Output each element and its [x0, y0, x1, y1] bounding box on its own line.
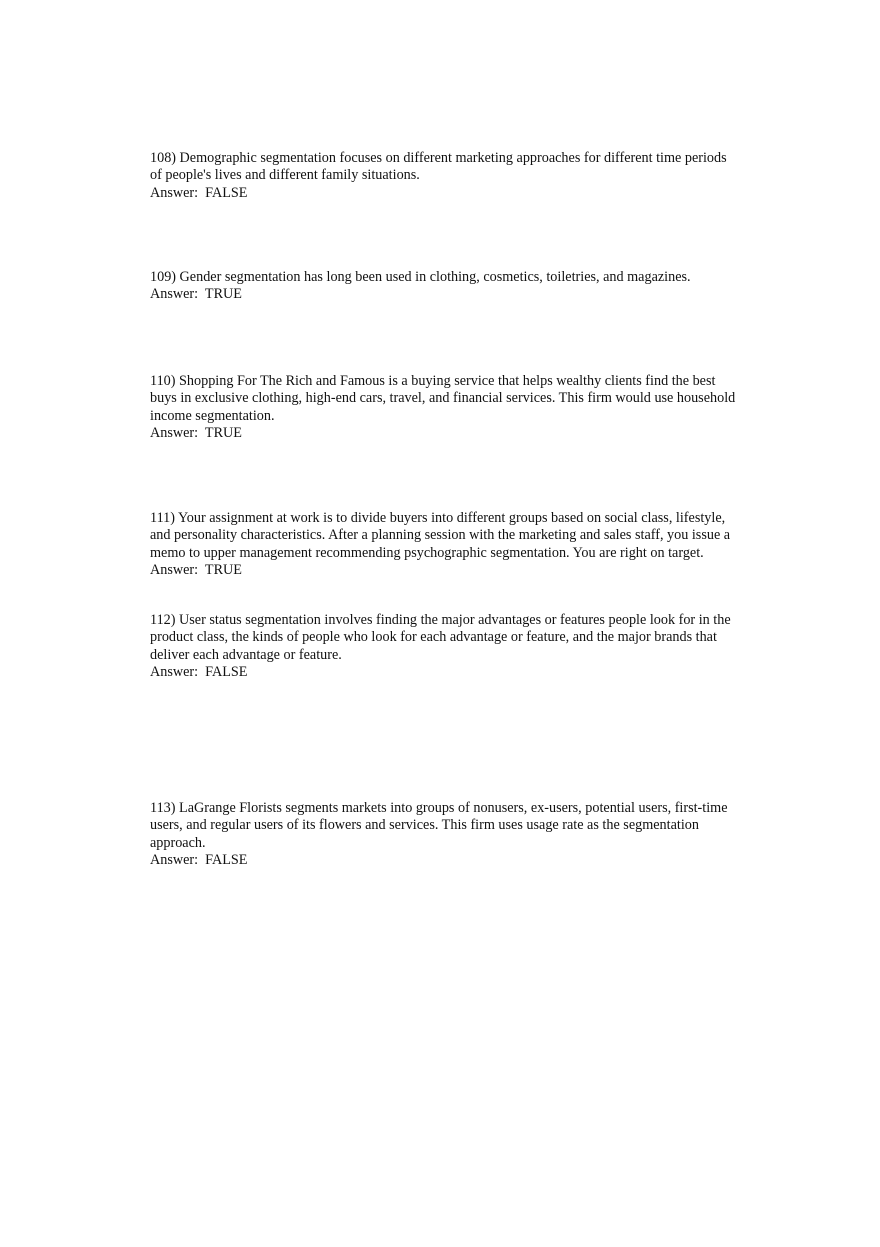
- answer-label: Answer:: [150, 562, 199, 579]
- answer-line: [150, 664, 740, 681]
- answer-value: FALSE: [205, 664, 248, 681]
- answer-value: TRUE: [204, 562, 242, 579]
- question-113: [150, 800, 740, 870]
- question-110: [150, 373, 740, 443]
- answer-label: Answer:: [150, 664, 199, 681]
- answer-value: TRUE: [204, 286, 242, 303]
- question-text: 111) Your assignment at work is to divide buyers into different groups based on social class, lifestyle, and personality characteristics. After a planning session with the marketing and sales staff, you issue a memo to upper management recommending psychographic segmentation. You are right on target.: [150, 510, 731, 561]
- question-111: [150, 510, 740, 580]
- question-108: [150, 150, 740, 202]
- answer-line: [150, 562, 740, 579]
- answer-label: Answer:: [150, 852, 199, 869]
- answer-label: Answer:: [150, 286, 199, 303]
- answer-value: FALSE: [205, 852, 248, 869]
- answer-label: Answer:: [150, 425, 199, 442]
- question-text: 110) Shopping For The Rich and Famous is a buying service that helps wealthy clients find the best buys in exclusive clothing, high-end cars, travel, and financial services. This firm would use household income segmentation.: [150, 373, 736, 424]
- question-text: 112) User status segmentation involves finding the major advantages or features people look for in the product class, the kinds of people who look for each advantage or feature, and the major brands that deliver each advantage or feature.: [150, 612, 731, 663]
- question-text: 113) LaGrange Florists segments markets into groups of nonusers, ex-users, potential users, first-time users, and regular users of its flowers and services. This firm uses usage rate as the segmentation approach.: [150, 800, 728, 851]
- answer-line: [150, 425, 740, 442]
- question-112: [150, 612, 740, 682]
- answer-value: TRUE: [204, 425, 242, 442]
- answer-value: FALSE: [205, 184, 248, 201]
- question-109: [150, 269, 740, 304]
- answer-label: Answer:: [150, 184, 199, 201]
- answer-line: [150, 852, 740, 869]
- answer-line: [150, 185, 740, 202]
- question-text: 109) Gender segmentation has long been used in clothing, cosmetics, toiletries, and magazines.: [150, 269, 691, 285]
- answer-line: [150, 286, 740, 303]
- question-text: 108) Demographic segmentation focuses on different marketing approaches for different time periods of people's lives and different family situations.: [150, 150, 727, 184]
